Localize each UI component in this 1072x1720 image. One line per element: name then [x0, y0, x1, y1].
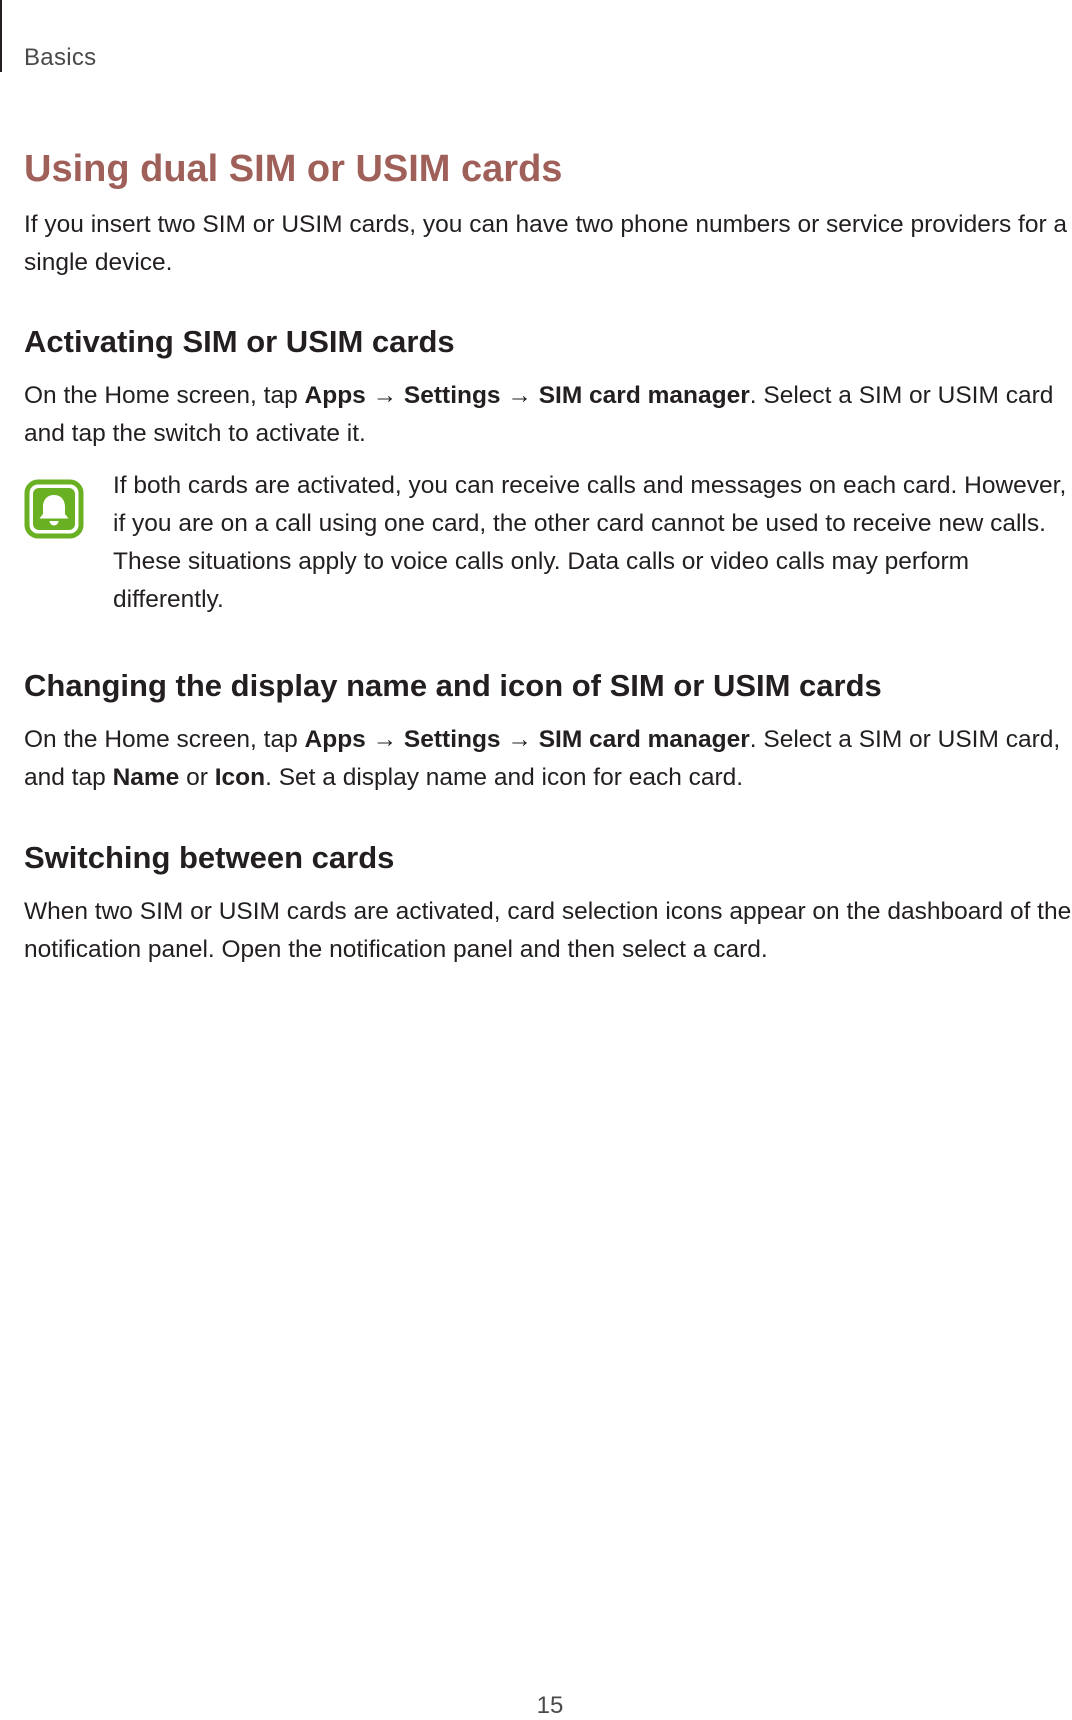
changing-or: or	[179, 764, 215, 791]
activating-suffix: . Select a SIM or USIM card and tap the switch to activate it.	[24, 382, 1054, 447]
settings-menu-path: Settings	[403, 726, 501, 753]
note-block	[24, 467, 1072, 619]
section-heading-activating: Activating SIM or USIM cards	[24, 324, 455, 359]
settings-menu-path: Settings	[403, 382, 501, 409]
page-content	[24, 140, 1072, 969]
changing-prefix: On the Home screen, tap	[24, 726, 305, 753]
activating-paragraph	[24, 377, 1072, 453]
icon-option: Icon	[214, 764, 266, 791]
sim-card-manager-menu-path: SIM card manager	[538, 382, 750, 409]
changing-paragraph	[24, 721, 1072, 797]
path-arrow: →	[365, 726, 404, 753]
section-heading-changing: Changing the display name and icon of SIM or USIM cards	[24, 668, 882, 703]
switching-paragraph: When two SIM or USIM cards are activated, card selection icons appear on the dashboard of the notification panel. Open the notification panel and then select a card.	[24, 898, 1072, 963]
note-text: If both cards are activated, you can receive calls and messages on each card. However, if you are on a call using one card, the other card cannot be used to receive new calls. These situations apply to voice calls only. Data calls or video calls may perform differently.	[113, 472, 1067, 613]
page-title: Using dual SIM or USIM cards	[24, 148, 563, 190]
running-head: Basics	[24, 44, 97, 71]
changing-middle: . Select a SIM or USIM card, and tap	[24, 726, 1061, 791]
name-option: Name	[112, 764, 180, 791]
apps-menu-path: Apps	[304, 382, 366, 409]
notification-bell-icon	[24, 479, 84, 539]
header-rule	[0, 0, 2, 72]
path-arrow: →	[500, 726, 539, 753]
path-arrow: →	[500, 382, 539, 409]
intro-paragraph: If you insert two SIM or USIM cards, you can have two phone numbers or service providers for a single device.	[24, 211, 1068, 276]
activating-prefix: On the Home screen, tap	[24, 382, 305, 409]
sim-card-manager-menu-path: SIM card manager	[538, 726, 750, 753]
path-arrow: →	[365, 382, 404, 409]
changing-suffix: . Set a display name and icon for each card.	[265, 764, 744, 791]
apps-menu-path: Apps	[304, 726, 366, 753]
page-number: 15	[536, 1692, 564, 1719]
section-heading-switching: Switching between cards	[24, 840, 395, 875]
